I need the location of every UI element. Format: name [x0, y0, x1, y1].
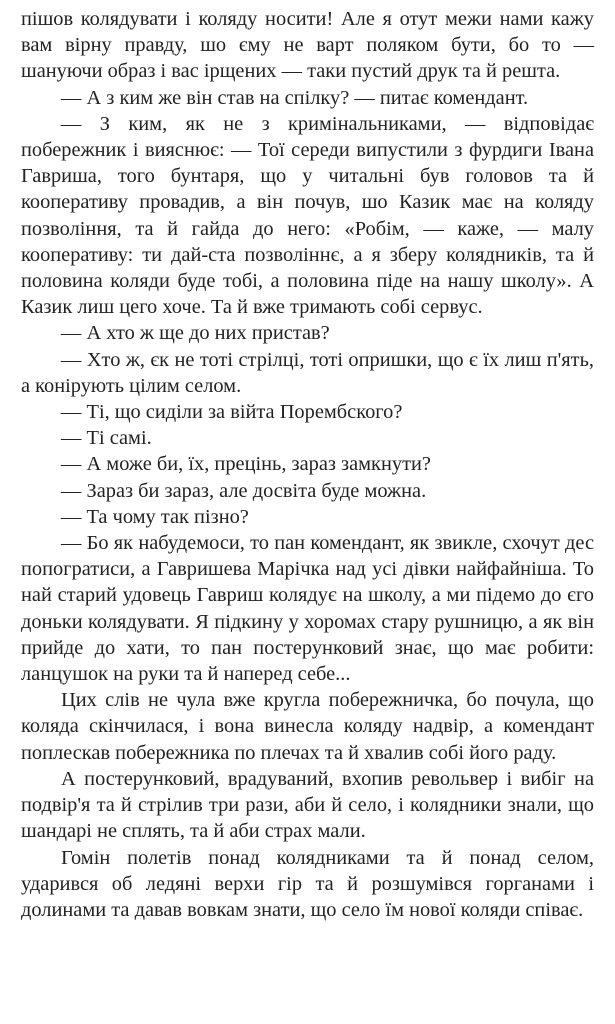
narrative-paragraph: Гомін полетів понад колядниками та й понад селом, ударився об ледяні верхи гір та й розшумівся горганами і долинами та давав вовкам знати, що село їм нової коляди співає. — [21, 846, 594, 921]
paragraph-continued: пішов колядувати і коляду носити! Але я отут межи нами кажу вам вірну правду, шо єму не варт поляком бути, бо то — шануючи образ і вас ірщених — таки пустий друк та й решта. — [21, 8, 594, 83]
narrative-paragraph: А постерунковий, врадуваний, вхопив револьвер і вибіг на подвір'я та й стрілив три рази, аби й село, і колядники знали, що шандарі не сплять, та й аби страх мали. — [21, 767, 594, 843]
dialogue-line: — Та чому так пізно? — [61, 505, 249, 528]
dialogue-line: — А з ким же він став на спілку? — питає комендант. — [61, 86, 529, 109]
dialogue-line: — Ті самі. — [61, 427, 152, 450]
dialogue-line: — Ті, що сиділи за війта Порембского? — [61, 401, 403, 424]
dialogue-line: — Бо як набудемоси, то пан комендант, як звикле, схочут дес попогратиси, а Гавришева Марічка над усі дівки найфайніша. То най старий удовець Гавриш колядує на школу, а ми підемо до єго доньки колядувати. Я підкину у хоромах стару рушницю, а як він прийде до хати, то пан постерунковий знає, що має робити: ланцушок на руки та й наперед себе... — [21, 532, 594, 686]
dialogue-line: — Хто ж, єк не тоті стрілці, тоті опришки, що є їх лиш п'ять, а конірують цілим селом. — [21, 348, 594, 397]
narrative-paragraph: Цих слів не чула вже кругла побережничка, бо почула, що коляда скінчилася, і вона винесла коляду надвір, а комендант поплескав побережника по плечах та й хвалив собі його раду. — [21, 689, 594, 764]
dialogue-line: — А може би, їх, прецінь, зараз замкнути? — [61, 453, 431, 476]
dialogue-line: — А хто ж ще до них пристав? — [61, 322, 330, 345]
dialogue-line: — Зараз би зараз, але досвіта буде можна. — [61, 479, 427, 502]
dialogue-line: — З ким, як не з кримінальниками, — відповідає побережник і вияснює: — Тої середи випустили з фурдиги Івана Гавриша, того бунтаря, що у читальні був головов та й кооперативу провадив, а він почув, шо Казик має на коляду позвоління, та й гайда до него: «Робім, — каже, — малу кооперативу: ти дай-ста позволіннє, а я зберу колядників, та й половина коляди буде тобі, а половина піде на нашу школу». А Казик лиш цего хоче. Та й вже тримають собі сервус. — [21, 112, 594, 319]
